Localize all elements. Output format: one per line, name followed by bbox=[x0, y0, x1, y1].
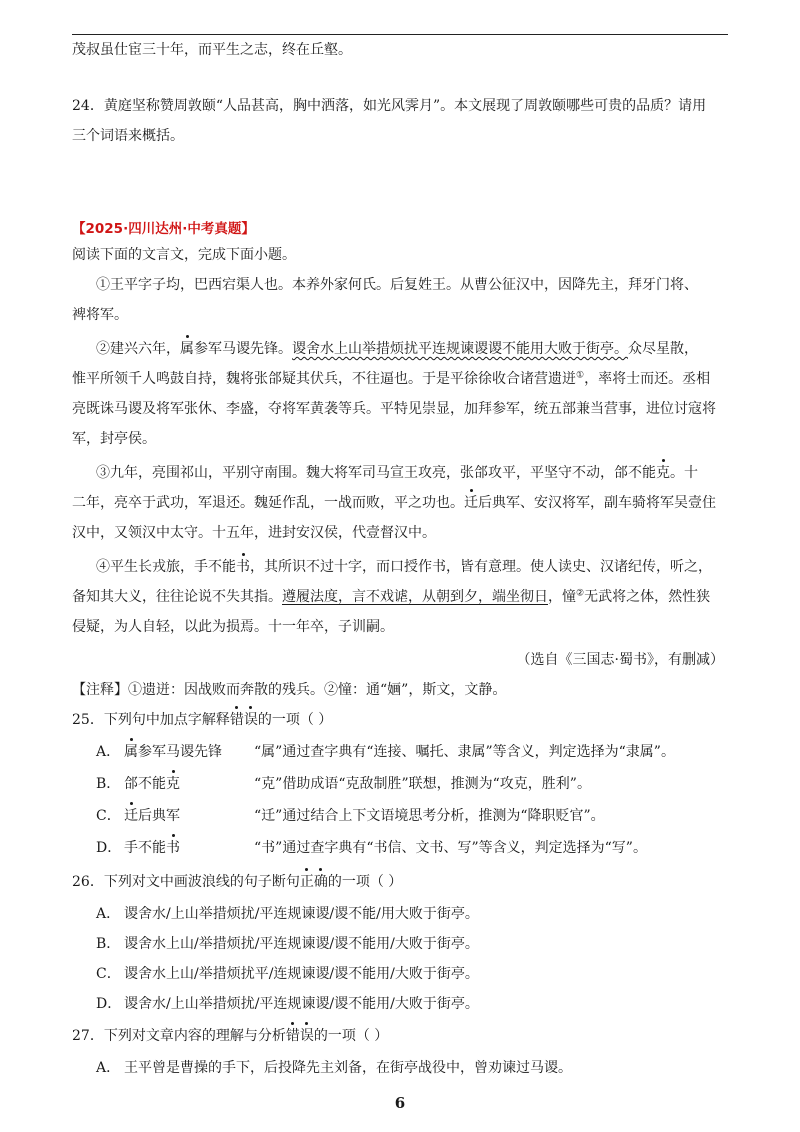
passage-p1-line-1: ①王平字子均，巴西宕渠人也。本养外家何氏。后复姓王。从曹公征汉中，因降先主，拜牙门将、 bbox=[96, 277, 698, 293]
previous-passage-tail: 茂叔虽仕宦三十年，而平生之志，终在丘壑。 bbox=[72, 42, 352, 58]
q26-option-a: A． 谡舍水/上山举措烦扰/平连规谏谡/谡不能/用大败于街亭。 bbox=[96, 906, 479, 922]
q24-line-1: 24．黄庭坚称赞周敦颐“人品甚高，胸中洒落，如光风霁月”。本文展现了周敦颐哪些可贵的品质？请用 bbox=[72, 98, 707, 114]
header-rule bbox=[72, 34, 728, 35]
passage-p3-line-1: ③九年，亮围祁山，平别守南围。魏大将军司马宣王攻亮，张郃攻平，平坚守不动，郃不能克。十 bbox=[96, 465, 698, 481]
emphasis-dot-char: 迁 bbox=[464, 495, 478, 511]
emphasis-dot-char: 书 bbox=[236, 559, 250, 575]
q25-option-b: B． 郃不能克 “克”借助成语“克敌制胜”联想，推测为“攻克，胜利”。 bbox=[96, 776, 591, 792]
passage-p4-line-3: 侵疑，为人自轻，以此为损焉。十一年卒，子训嗣。 bbox=[72, 619, 394, 635]
q26-stem: 26．下列对文中画波浪线的句子断句正确的一项（ ） bbox=[72, 874, 403, 890]
passage-p4-line-2: 备知其大义，往往论说不失其指。遵履法度，言不戏谑，从朝到夕，端坐彻日，憧②无武将之体，然性狭 bbox=[72, 588, 711, 605]
passage-p3-line-3: 汉中，又领汉中太守。十五年，进封安汉侯，代壹督汉中。 bbox=[72, 525, 436, 541]
emphasis-dot-char: 属 bbox=[180, 341, 194, 357]
annotation-notes: 【注释】①遗迸：因战败而奔散的残兵。②憧：通“婳”，斯文，文静。 bbox=[72, 682, 507, 698]
passage-p4-line-1: ④平生长戎旅，手不能书，其所识不过十字，而口授作书，皆有意理。使人读史、汉诸纪传，听之， bbox=[96, 559, 712, 575]
q25-option-c: C． 迁后典军 “迁”通过结合上下文语境思考分析，推测为“降职贬官”。 bbox=[96, 808, 605, 824]
passage-p2-line-4: 军，封亭侯。 bbox=[72, 431, 156, 447]
q24-line-2: 三个词语来概括。 bbox=[72, 128, 184, 144]
passage-p2-line-3: 亮既诛马谡及将军张休、李盛，夺将军黄袭等兵。平特见崇显，加拜参军，统五部兼当营事，进位讨寇将 bbox=[72, 401, 716, 417]
underlined-sentence: 遵履法度，言不戏谑，从朝到夕，端坐彻日 bbox=[282, 589, 548, 605]
emphasis-dot-char: 克 bbox=[656, 465, 670, 481]
passage-p2-line-2: 惟平所领千人鸣鼓自持，魏将张郃疑其伏兵，不往逼也。于是平徐徐收合诸营遗迸①，率将士而还。丞相 bbox=[72, 370, 711, 387]
q26-option-d: D． 谡舍水/上山举措烦扰/平连规谏谡/谡不能用/大败于街亭。 bbox=[96, 996, 479, 1012]
footnote-marker: ② bbox=[576, 588, 585, 599]
q26-option-b: B． 谡舍水上山/举措烦扰/平连规谏谡/谡不能用/大败于街亭。 bbox=[96, 936, 479, 952]
q25-option-d: D． 手不能书 “书”通过查字典有“书信、文书、写”等含义，判定选择为“写”。 bbox=[96, 840, 647, 856]
q27-stem: 27．下列对文章内容的理解与分析错误的一项（ ） bbox=[72, 1028, 389, 1044]
passage-source: （选自《三国志·蜀书》，有删减） bbox=[516, 652, 724, 668]
footnote-marker: ① bbox=[576, 370, 585, 381]
source-tag: 【2025·四川达州·中考真题】 bbox=[72, 221, 255, 237]
q26-option-c: C． 谡舍水上山/举措烦扰平/连规谏谡/谡不能用/大败于街亭。 bbox=[96, 966, 479, 982]
q25-stem: 25．下列句中加点字解释错误的一项（ ） bbox=[72, 712, 333, 728]
passage-p1-line-2: 裨将军。 bbox=[72, 307, 128, 323]
passage-p3-line-2: 二年，亮卒于武功，军退还。魏延作乱，一战而败，平之功也。迁后典军、安汉将军，副车骑将军吴壹住 bbox=[72, 495, 716, 511]
reading-instruction: 阅读下面的文言文，完成下面小题。 bbox=[72, 247, 296, 263]
page-number: 6 bbox=[394, 1094, 406, 1112]
q27-option-a: A． 王平曾是曹操的手下，后投降先主刘备，在街亭战役中，曾劝谏过马谡。 bbox=[96, 1060, 572, 1076]
q25-option-a: A． 属参军马谡先锋 “属”通过查字典有“连接、嘱托、隶属”等含义，判定选择为“隶属”。 bbox=[96, 744, 675, 760]
wavy-underlined-sentence: 谡舍水上山举措烦扰平连规谏谡谡不能用大败于街亭。 bbox=[292, 341, 628, 357]
passage-p2-line-1: ②建兴六年，属参军马谡先锋。谡舍水上山举措烦扰平连规谏谡谡不能用大败于街亭。众尽星散， bbox=[96, 341, 698, 357]
